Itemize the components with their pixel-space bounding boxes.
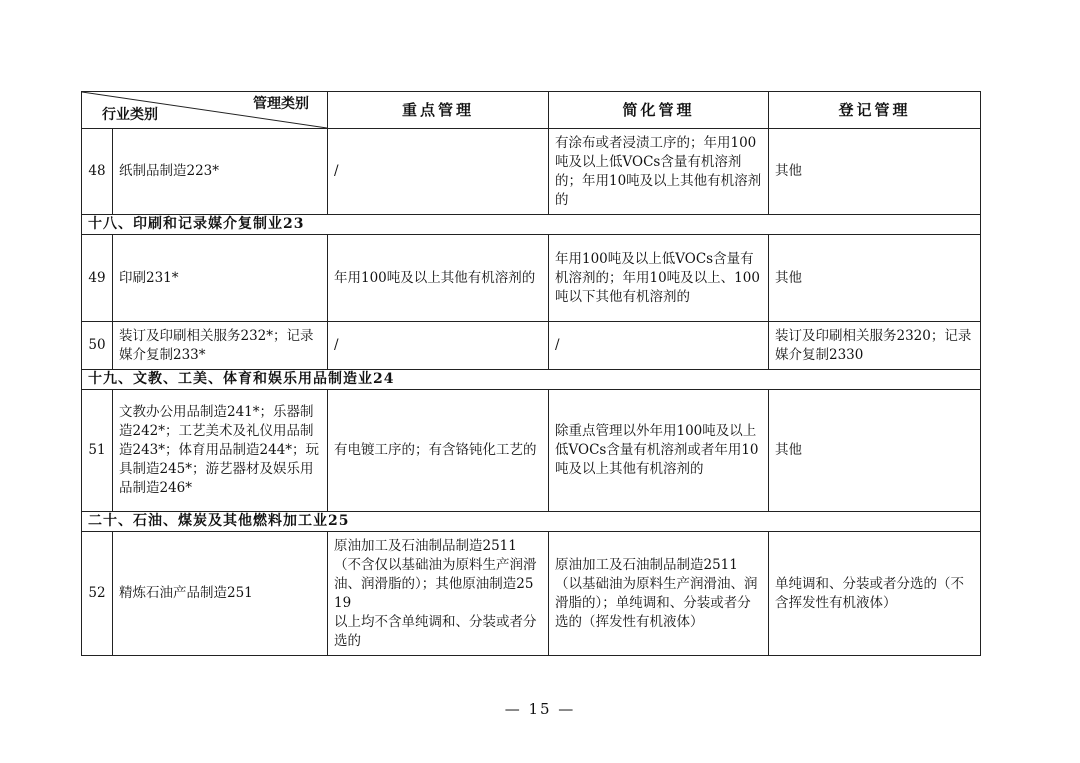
register-cell: 其他 [769, 129, 981, 215]
industry-cell: 装订及印刷相关服务232*；记录媒介复制233* [113, 322, 328, 370]
row-number: 51 [82, 390, 113, 512]
simple-cell: 原油加工及石油制品制造2511（以基础油为原料生产润滑油、润滑脂的）；单纯调和、分装或者分选的（挥发性有机液体） [549, 532, 769, 656]
key-cell: 年用100吨及以上其他有机溶剂的 [328, 235, 549, 322]
simple-cell: 有涂布或者浸渍工序的；年用100吨及以上低VOCs含量有机溶剂的；年用10吨及以上其他有机溶剂的 [549, 129, 769, 215]
permit-table [81, 91, 981, 656]
category-row [82, 512, 981, 532]
col-register-header: 登记管理 [769, 92, 981, 129]
register-cell: 装订及印刷相关服务2320；记录媒介复制2330 [769, 322, 981, 370]
category-row [82, 370, 981, 390]
corner-cell [82, 92, 328, 129]
row-number: 48 [82, 129, 113, 215]
row-number: 52 [82, 532, 113, 656]
table-row [82, 322, 981, 370]
key-cell: 原油加工及石油制品制造2511（不含仅以基础油为原料生产润滑油、润滑脂的）；其他原油制造2519 以上均不含单纯调和、分装或者分选的 [328, 532, 549, 656]
corner-bottom-label: 行业类别 [102, 107, 158, 123]
simple-cell: 年用100吨及以上低VOCs含量有机溶剂的；年用10吨及以上、100吨以下其他有机溶剂的 [549, 235, 769, 322]
register-cell: 其他 [769, 235, 981, 322]
page-number: — 15 — [504, 700, 576, 718]
table-row [82, 532, 981, 656]
row-number: 49 [82, 235, 113, 322]
category-row [82, 215, 981, 235]
industry-cell: 纸制品制造223* [113, 129, 328, 215]
row-number: 50 [82, 322, 113, 370]
category-label: 二十、石油、煤炭及其他燃料加工业25 [82, 512, 981, 532]
col-simple-header: 简化管理 [549, 92, 769, 129]
table-row [82, 235, 981, 322]
key-cell: / [328, 322, 549, 370]
key-cell: / [328, 129, 549, 215]
header-row [82, 92, 981, 129]
industry-cell: 文教办公用品制造241*；乐器制造242*；工艺美术及礼仪用品制造243*；体育用品制造244*；玩具制造245*；游艺器材及娱乐用品制造246* [113, 390, 328, 512]
industry-cell: 精炼石油产品制造251 [113, 532, 328, 656]
key-cell: 有电镀工序的；有含铬钝化工艺的 [328, 390, 549, 512]
col-key-header: 重点管理 [328, 92, 549, 129]
table-row [82, 129, 981, 215]
register-cell: 单纯调和、分装或者分选的（不含挥发性有机液体） [769, 532, 981, 656]
simple-cell: 除重点管理以外年用100吨及以上低VOCs含量有机溶剂或者年用10吨及以上其他有机溶剂的 [549, 390, 769, 512]
category-label: 十八、印刷和记录媒介复制业23 [82, 215, 981, 235]
industry-cell: 印刷231* [113, 235, 328, 322]
register-cell: 其他 [769, 390, 981, 512]
table-row [82, 390, 981, 512]
simple-cell: / [549, 322, 769, 370]
corner-top-label: 管理类别 [253, 96, 309, 112]
category-label: 十九、文教、工美、体育和娱乐用品制造业24 [82, 370, 981, 390]
